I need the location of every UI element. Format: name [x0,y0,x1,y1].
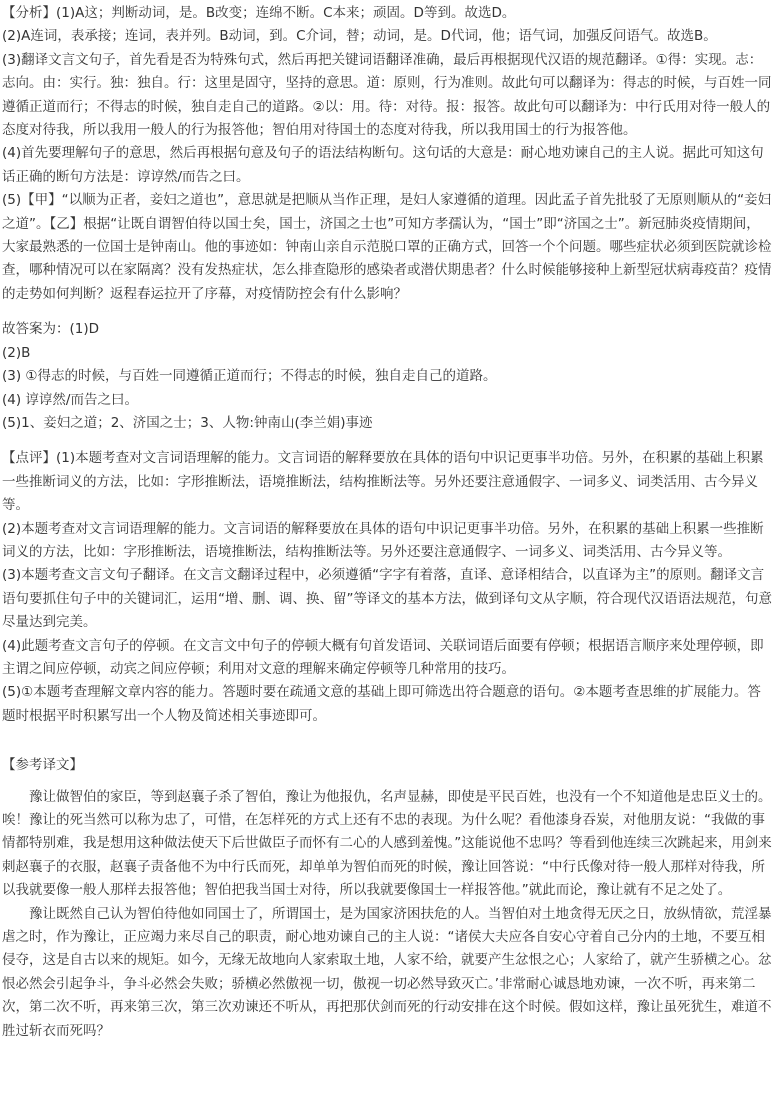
translation-paragraph: 豫让既然自己认为智伯待他如同国士了，所谓国士，是为国家济困扶危的人。当智伯对土地贪得无厌之日，放纵情欲，荒淫暴虐之时，作为豫让，正应竭力来尽自己的职责，耐心地劝谏自己的主人说：“诸侯大夫应各自安心守着自己分内的土地，不要互相侵夺，这是自古以来的规矩。如今，无缘无故地向人家索取土地，人家不给，就要产生忿恨之心；人家给了，就产生骄横之心。忿恨必然会引起争斗，争斗必然会失败；骄横必然傲视一切，傲视一切必然导致灭亡。’非常耐心诚恳地劝谏，一次不听，再来第二次，第二次不听，再来第三次，第三次劝谏还不听从，再把那伏剑而死的行动安排在这个时候。假如这样，豫让虽死犹生，难道不胜过斩衣而死吗？ [2,905,772,1039]
analysis-paragraph: (5)【甲】“以顺为正者，妾妇之道也”，意思就是把顺从当作正理，是妇人家遵循的道理。因此孟子首先批驳了无原则顺从的“妾妇之道”。【乙】根据“让既自谓智伯待以国士矣，国士，济国之士也”可知方孝孺认为，“国士”即“济国之士”。新冠肺炎疫情期间，大家最熟悉的一位国士是钟南山。他的事迹如：钟南山亲自示范脱口罩的正确方式，回答一个个问题。哪些症状必须到医院就诊检查，哪种情况可以在家隔离？没有发热症状，怎么排查隐形的感染者或潜伏期患者？什么时候能够接种上新型冠状病毒疫苗？疫情的走势如何判断？返程春运拉开了序幕，对疫情防控会有什么影响？ [2,192,772,302]
answers-section [2,318,772,435]
translation-title: 【参考译文】 [2,757,83,774]
analysis-paragraph: 【分析】(1)A这；判断动词，是。B改变；连绵不断。C本来；顽固。D等到。故选D。 [2,5,516,21]
analysis-section [2,2,772,306]
translation-paragraph: 豫让做智伯的家臣，等到赵襄子杀了智伯，豫让为他报仇，名声显赫，即使是平民百姓，也没有一个不知道他是忠臣义士的。唉！豫让的死当然可以称为忠了，可惜，在怎样死的方式上还有不忠的表现。为什么呢？看他漆身吞炭，对他朋友说：“我做的事情都特别难，我是想用这种做法使天下后世做臣子而怀有二心的人感到羞愧。”这能说他不忠吗？等看到他连续三次跳起来，用剑来刺赵襄子的衣服，赵襄子责备他不为中行氏而死，却单单为智伯而死的时候，豫让回答说：“中行氏像对待一般人那样对待我，所以我就要像一般人那样去报答他；智伯把我当国士对待，所以我就要像国士一样报答他。”就此而论，豫让就有不足之处了。 [2,788,772,899]
comment-paragraph: (5)①本题考查理解文章内容的能力。答题时要在疏通文意的基础上即可筛选出符合题意的语句。②本题考查思维的扩展能力。答题时根据平时积累写出一个人物及简述相关事迹即可。 [2,684,761,724]
answer-line: (3) ①得志的时候，与百姓一同遵循正道而行；不得志的时候，独自走自己的道路。 [2,368,497,385]
answer-line: (4) 谆谆然/而告之曰。 [2,391,138,408]
answer-line: 故答案为：(1)D [2,321,100,338]
answer-line: (2)B [2,344,31,361]
comment-paragraph: (4)此题考查文言句子的停顿。在文言文中句子的停顿大概有句首发语词、关联词语后面要有停顿；根据语言顺序来处理停顿，即主谓之间应停顿，动宾之间应停顿；利用对文意的理解来确定停顿等几种常用的技巧。 [2,637,764,677]
analysis-paragraph: (2)A连词，表承接；连词，表并列。B动词，到。C介词，替；动词，是。D代词，他；语气词，加强反问语气。故选B。 [2,28,717,45]
comments-section [2,447,772,728]
comment-paragraph: (2)本题考查对文言词语理解的能力。文言词语的解释要放在具体的语句中识记更事半功倍。另外，在积累的基础上积累一些推断词义的方法，比如：字形推断法，语境推断法，结构推断法等。另外还要注意通假字、一词多义、词类活用、古今异义等。 [2,520,764,560]
comment-paragraph: (3)本题考查文言文句子翻译。在文言文翻译过程中，必须遵循“字字有着落，直译、意译相结合，以直译为主”的原则。翻译文言语句要抓住句子中的关键词汇，运用“增、删、调、换、留”等译文的基本方法，做到译句文从字顺，符合现代汉语语法规范，句意尽量达到完美。 [2,567,772,631]
translation-section [2,754,772,1043]
answer-line: (5)1、妾妇之道；2、济国之士；3、人物:钟南山(李兰娟)事迹 [2,414,373,431]
analysis-paragraph: (3)翻译文言文句子，首先看是否为特殊句式，然后再把关键词语翻译准确，最后再根据现代汉语的规范翻译。①得：实现。志：志向。由：实行。独：独自。行：这里是固守，坚持的意思。道：原则，行为准则。故此句可以翻译为：得志的时候，与百姓一同遵循正道而行；不得志的时候，独自走自己的道路。②以：用。待：对待。报：报答。故此句可以翻译为：中行氏用对待一般人的态度对待我，所以我用一般人的行为报答他；智伯用对待国士的态度对待我，所以我用国士的行为报答他。 [2,51,772,139]
comment-paragraph: 【点评】(1)本题考查对文言词语理解的能力。文言词语的解释要放在具体的语句中识记更事半功倍。另外，在积累的基础上积累一些推断词义的方法，比如：字形推断法，语境推断法，结构推断法等。另外还要注意通假字、一词多义、词类活用、古今异义等。 [2,450,764,514]
analysis-paragraph: (4)首先要理解句子的意思，然后再根据句意及句子的语法结构断句。这句话的大意是：耐心地劝谏自己的主人说。据此可知这句话正确的断句方法是：谆谆然/而告之曰。 [2,145,764,185]
